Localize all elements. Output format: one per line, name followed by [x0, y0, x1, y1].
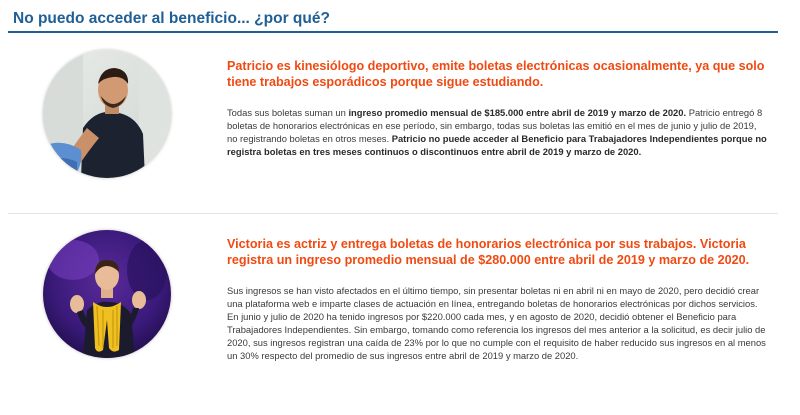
case-card-victoria	[0, 226, 800, 415]
page-title: No puedo acceder al beneficio... ¿por qué?	[13, 10, 330, 27]
person-photo-actress-icon	[43, 230, 171, 358]
body-emphasis: ingreso promedio mensual de $185.000 entre abril de 2019 y marzo de 2020.	[348, 107, 687, 118]
case-paragraph	[227, 106, 767, 158]
case-paragraph: En junio y julio de 2020 ha tenido ingresos por $220.000 cada mes, y en agosto de 2020, decidió obtener el Beneficio para Trabajadores Independientes. Sin embargo, tomando como referencia los ingresos del mes anterior a la solicitud, es decir julio de 2020, sus ingresos registran una caída de 23% por lo que no cumple con el requisito de haber reducido sus ingresos en al menos un 30% respecto del promedio de sus ingresos entre abril de 2019 y marzo de 2020.	[227, 311, 766, 362]
page-header	[8, 6, 778, 33]
case-card-patricio	[0, 44, 800, 206]
person-photo-physiotherapist-icon	[43, 50, 171, 178]
body-text: Todas sus boletas suman un	[227, 107, 349, 118]
case-heading: Victoria es actriz y entrega boletas de honorarios electrónica por sus trabajos. Victoria registra un ingreso promedio mensual de $280.000 entre abril de 2019 y marzo de 2020.	[227, 237, 750, 267]
case-heading: Patricio es kinesiólogo deportivo, emite boletas electrónicas ocasionalmente, ya que solo tiene trabajos esporádicos porque sigue estudiando.	[227, 59, 765, 89]
section-divider	[8, 213, 778, 214]
case-paragraph: Sus ingresos se han visto afectados en el último tiempo, sin presentar boletas ni en abril ni en mayo de 2020, pero decidió crear una plataforma web e imparte clases de actuación en línea, entregando boletas de honorarios electrónicas por dichos servicios.	[227, 285, 760, 310]
case-body	[227, 284, 767, 363]
case-body	[227, 106, 767, 158]
body-text: Patricio entregó 8 boletas de honorarios electrónicas en ese período, sin embargo, todas sus boletas las emitió en el mes de junio y julio de 2019, no registrando boletas en otros meses.	[227, 107, 763, 145]
body-emphasis: Patricio no puede acceder al Beneficio para Trabajadores Independientes porque no registra boletas en tres meses continuos o discontinuos entre abril de 2019 y marzo de 2020.	[227, 133, 767, 158]
